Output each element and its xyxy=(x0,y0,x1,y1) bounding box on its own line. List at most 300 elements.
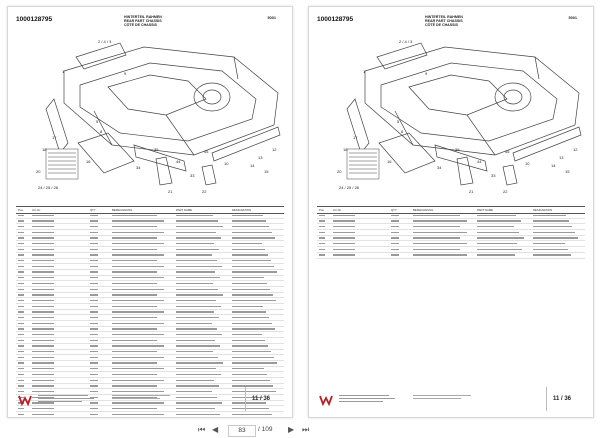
chassis-frame-drawing xyxy=(46,43,280,185)
table-cell xyxy=(176,215,213,216)
table-cell xyxy=(18,254,24,255)
table-cell xyxy=(232,357,274,358)
table-cell xyxy=(232,328,275,329)
callout: 10 xyxy=(525,161,530,166)
table-cell xyxy=(18,368,24,369)
callout: 20 xyxy=(337,169,342,174)
table-cell xyxy=(18,232,24,233)
callout: 9 xyxy=(124,71,127,76)
table-cell xyxy=(533,243,565,244)
table-cell xyxy=(477,220,521,221)
table-cell xyxy=(90,266,98,267)
table-cell xyxy=(112,237,157,238)
table-cell xyxy=(176,306,221,307)
table-cell xyxy=(232,220,266,221)
table-cell xyxy=(176,328,217,329)
exploded-parts-diagram xyxy=(317,33,585,205)
callout: 8 xyxy=(401,129,404,134)
pdf-navigation-toolbar xyxy=(0,424,600,438)
col-pos: Pos. xyxy=(18,208,24,212)
table-cell xyxy=(232,317,269,318)
table-cell xyxy=(232,311,266,312)
table-cell xyxy=(90,311,98,312)
footer-company-text xyxy=(38,395,94,403)
callout: 33 xyxy=(190,173,195,178)
callout: 2 / 4 / 3 xyxy=(399,39,413,44)
table-cell xyxy=(391,254,399,255)
table-cell xyxy=(18,362,24,363)
table-cell xyxy=(90,345,98,346)
callout: 18 xyxy=(343,147,348,152)
callout: 22 xyxy=(503,189,508,194)
table-cell xyxy=(333,226,355,227)
table-cell xyxy=(413,232,467,233)
col-part-name: PART NAME xyxy=(176,208,193,212)
table-cell xyxy=(18,283,24,284)
col-qty: QTY xyxy=(90,208,96,212)
table-cell xyxy=(90,380,98,381)
callout: 44 xyxy=(477,159,482,164)
table-cell xyxy=(232,362,277,363)
col-designation: DESIGNATION xyxy=(232,208,252,212)
table-cell xyxy=(176,340,215,341)
callout: 13 xyxy=(258,155,263,160)
table-cell xyxy=(176,317,219,318)
callout: 12 xyxy=(573,147,578,152)
table-cell xyxy=(232,232,272,233)
table-cell xyxy=(232,294,273,295)
table-cell xyxy=(319,243,325,244)
table-cell xyxy=(112,334,164,335)
table-cell xyxy=(32,334,54,335)
callout: 12 xyxy=(272,147,277,152)
title-line-de: HINTERTEIL RAHMEN xyxy=(124,15,162,19)
table-cell xyxy=(333,254,355,255)
table-cell xyxy=(18,306,24,307)
table-cell xyxy=(176,243,214,244)
footer-contact-text xyxy=(413,395,473,401)
part-number: 10001287​95 xyxy=(317,16,354,23)
table-cell xyxy=(232,289,270,290)
table-cell xyxy=(232,266,274,267)
table-cell xyxy=(333,243,355,244)
callout: 17 xyxy=(52,135,57,140)
table-cell xyxy=(32,357,54,358)
table-cell xyxy=(391,243,399,244)
table-cell xyxy=(112,249,157,250)
callout: 34 xyxy=(437,165,442,170)
table-cell xyxy=(90,328,98,329)
table-cell xyxy=(413,226,460,227)
table-cell xyxy=(18,317,24,318)
callout: 1 xyxy=(62,69,65,74)
table-cell xyxy=(32,254,54,255)
table-cell xyxy=(112,277,164,278)
callout: 22 xyxy=(202,189,207,194)
table-cell xyxy=(232,340,265,341)
table-cell xyxy=(90,254,98,255)
col-bezeichnung: BEZEICHNUNG xyxy=(413,208,434,212)
table-cell xyxy=(176,357,218,358)
table-cell xyxy=(176,260,217,261)
table-cell xyxy=(112,374,157,375)
table-cell xyxy=(18,260,24,261)
first-page-icon[interactable]: ⏮ xyxy=(198,425,206,434)
title-line-fr: CÔTÉ DE CHASSIS xyxy=(124,23,157,28)
table-cell xyxy=(391,237,399,238)
table-cell xyxy=(333,249,355,250)
table-cell xyxy=(232,323,272,324)
table-cell xyxy=(32,271,54,272)
table-cell xyxy=(319,232,325,233)
table-cell xyxy=(176,300,216,301)
table-cell xyxy=(232,374,267,375)
table-cell xyxy=(18,249,24,250)
table-cell xyxy=(90,294,98,295)
callout: 24 / 25 / 26 xyxy=(339,185,360,190)
table-cell xyxy=(533,215,566,216)
table-cell xyxy=(232,215,263,216)
table-cell xyxy=(112,266,164,267)
table-cell xyxy=(90,232,98,233)
table-cell xyxy=(32,260,54,261)
table-cell xyxy=(18,289,24,290)
table-cell xyxy=(90,289,98,290)
table-cell xyxy=(333,237,355,238)
table-cell xyxy=(32,340,54,341)
page-counter: 11 / 36 xyxy=(546,387,577,411)
table-cell xyxy=(32,380,54,381)
table-cell xyxy=(533,232,575,233)
callout: 14 xyxy=(551,163,556,168)
page-total-label: / 109 xyxy=(258,426,273,433)
table-cell xyxy=(333,215,355,216)
table-cell xyxy=(413,237,460,238)
table-cell xyxy=(232,226,269,227)
table-cell xyxy=(319,237,325,238)
part-number: 10001287​95 xyxy=(16,16,53,23)
table-cell xyxy=(112,362,157,363)
next-page-icon[interactable]: ▶ xyxy=(288,425,295,434)
table-cell xyxy=(18,323,24,324)
table-cell xyxy=(176,380,214,381)
page-counter: 11 / 36 xyxy=(245,387,276,411)
table-cell xyxy=(319,215,325,216)
radiator-grille xyxy=(46,149,78,179)
table-cell xyxy=(90,351,98,352)
table-cell xyxy=(176,374,221,375)
table-cell xyxy=(391,220,399,221)
table-cell xyxy=(176,232,216,233)
table-cell xyxy=(176,311,214,312)
table-cell xyxy=(32,351,54,352)
footer-company-text xyxy=(339,395,395,403)
callout: 33 xyxy=(491,173,496,178)
table-cell xyxy=(319,226,325,227)
table-cell xyxy=(112,351,157,352)
table-cell xyxy=(112,294,157,295)
callout: 45 xyxy=(204,149,209,154)
col-bezeichnung: BEZEICHNUNG xyxy=(112,208,133,212)
table-cell xyxy=(391,226,399,227)
table-cell xyxy=(232,300,276,301)
page-header xyxy=(309,7,593,31)
table-cell xyxy=(32,237,54,238)
table-cell xyxy=(176,226,223,227)
table-cell xyxy=(232,277,264,278)
table-cell xyxy=(18,380,24,381)
table-cell xyxy=(112,260,157,261)
table-cell xyxy=(176,351,213,352)
wacker-neuson-logo-icon xyxy=(319,393,333,407)
table-cell xyxy=(232,306,263,307)
table-cell xyxy=(32,266,54,267)
table-cell xyxy=(90,340,98,341)
table-cell xyxy=(32,294,54,295)
table-cell xyxy=(232,283,267,284)
wacker-neuson-logo-icon xyxy=(18,393,32,407)
callout: 45 xyxy=(505,149,510,154)
table-cell xyxy=(90,300,98,301)
table-cell xyxy=(112,345,164,346)
table-cell xyxy=(176,277,220,278)
callout: 15 xyxy=(565,169,570,174)
table-cell xyxy=(533,226,572,227)
col-part-name: PART NAME xyxy=(477,208,494,212)
table-cell xyxy=(477,215,516,216)
table-cell xyxy=(90,317,98,318)
title-line-fr: CÔTÉ DE CHASSIS xyxy=(425,23,458,28)
page-title xyxy=(425,15,463,28)
table-cell xyxy=(232,254,268,255)
table-cell xyxy=(391,215,399,216)
table-cell xyxy=(232,260,271,261)
table-cell xyxy=(176,294,223,295)
table-cell xyxy=(176,345,220,346)
table-cell xyxy=(112,283,157,284)
page-header xyxy=(8,7,292,31)
table-cell xyxy=(32,289,54,290)
table-cell xyxy=(112,317,157,318)
callout: 8 xyxy=(100,129,103,134)
table-cell xyxy=(18,374,24,375)
table-cell xyxy=(32,345,54,346)
table-cell xyxy=(18,345,24,346)
table-cell xyxy=(90,243,98,244)
table-cell xyxy=(90,260,98,261)
title-line-en: REAR PART CHASSIS xyxy=(425,19,463,24)
table-cell xyxy=(413,254,467,255)
table-cell xyxy=(112,300,164,301)
table-cell xyxy=(333,232,355,233)
table-cell xyxy=(477,226,514,227)
table-cell xyxy=(533,237,578,238)
callout: 20 xyxy=(36,169,41,174)
col-designation: DESIGNATION xyxy=(533,208,553,212)
table-cell xyxy=(232,243,262,244)
table-cell xyxy=(18,334,24,335)
table-cell xyxy=(477,232,519,233)
table-cell xyxy=(112,323,164,324)
table-cell xyxy=(18,340,24,341)
table-cell xyxy=(112,271,157,272)
table-cell xyxy=(533,249,568,250)
table-cell xyxy=(232,249,265,250)
table-cell xyxy=(32,300,54,301)
callout: 35 xyxy=(154,147,159,152)
page-title xyxy=(124,15,162,28)
callout: 13 xyxy=(559,155,564,160)
table-cell xyxy=(32,368,54,369)
table-cell xyxy=(413,243,467,244)
table-cell xyxy=(90,237,98,238)
page-number-input[interactable]: 83 xyxy=(228,425,256,437)
chassis-frame-drawing xyxy=(347,43,581,185)
page-footer xyxy=(309,383,593,417)
table-cell xyxy=(112,232,164,233)
table-cell xyxy=(232,368,264,369)
table-cell xyxy=(232,380,270,381)
table-cell xyxy=(319,249,325,250)
title-line-de: HINTERTEIL RAHMEN xyxy=(425,15,463,19)
table-cell xyxy=(90,271,98,272)
callout: 21 xyxy=(168,189,173,194)
table-cell xyxy=(90,374,98,375)
title-line-en: REAR PART CHASSIS xyxy=(124,19,162,24)
table-cell xyxy=(232,334,262,335)
table-cell xyxy=(90,215,98,216)
table-cell xyxy=(176,368,216,369)
table-cell xyxy=(112,380,164,381)
table-cell xyxy=(32,306,54,307)
footer-contact-text xyxy=(112,395,172,401)
table-cell xyxy=(90,306,98,307)
callout: 16 xyxy=(387,159,392,164)
callout: 9 xyxy=(425,71,428,76)
document-page-left xyxy=(7,6,293,418)
table-cell xyxy=(32,374,54,375)
table-cell xyxy=(18,311,24,312)
table-cell xyxy=(176,362,223,363)
callout: 18 xyxy=(42,147,47,152)
table-cell xyxy=(90,277,98,278)
table-cell xyxy=(176,283,213,284)
col-article: Art.-Nr. xyxy=(333,208,342,212)
table-cell xyxy=(32,323,54,324)
table-cell xyxy=(90,249,98,250)
table-cell xyxy=(90,368,98,369)
table-cell xyxy=(90,362,98,363)
callout: 1 xyxy=(363,69,366,74)
table-cell xyxy=(32,283,54,284)
table-cell xyxy=(32,311,54,312)
table-cell xyxy=(176,334,222,335)
page-code: 5001 xyxy=(267,16,276,20)
prev-page-icon[interactable]: ◀ xyxy=(212,425,219,434)
callout: 21 xyxy=(469,189,474,194)
table-cell xyxy=(18,328,24,329)
table-cell xyxy=(477,249,522,250)
table-cell xyxy=(90,334,98,335)
col-qty: QTY xyxy=(391,208,397,212)
table-cell xyxy=(18,266,24,267)
exploded-parts-diagram xyxy=(16,33,284,205)
table-cell xyxy=(18,226,24,227)
table-cell xyxy=(112,340,157,341)
table-cell xyxy=(32,277,54,278)
table-cell xyxy=(18,351,24,352)
table-cell xyxy=(391,232,399,233)
table-cell xyxy=(18,243,24,244)
callout: 5 xyxy=(397,119,400,124)
table-cell xyxy=(391,249,399,250)
table-cell xyxy=(112,243,164,244)
table-cell xyxy=(112,226,157,227)
col-article: Art.-Nr. xyxy=(32,208,41,212)
table-cell xyxy=(112,215,157,216)
table-cell xyxy=(90,357,98,358)
table-cell xyxy=(413,215,460,216)
callout: 5 xyxy=(96,119,99,124)
callout: 17 xyxy=(353,135,358,140)
last-page-icon[interactable]: ⏭ xyxy=(302,425,310,434)
document-page-right xyxy=(308,6,594,418)
table-cell xyxy=(232,351,271,352)
table-cell xyxy=(18,357,24,358)
table-cell xyxy=(32,317,54,318)
callout: 10 xyxy=(224,161,229,166)
table-cell xyxy=(18,220,24,221)
callout: 2 / 4 / 3 xyxy=(98,39,112,44)
callout: 24 / 25 / 26 xyxy=(38,185,59,190)
table-cell xyxy=(176,220,218,221)
radiator-grille xyxy=(347,149,379,179)
table-cell xyxy=(232,271,277,272)
table-cell xyxy=(32,232,54,233)
table-cell xyxy=(232,237,275,238)
table-cell xyxy=(32,220,54,221)
callout: 15 xyxy=(264,169,269,174)
table-cell xyxy=(232,345,268,346)
table-cell xyxy=(112,328,157,329)
table-cell xyxy=(176,254,212,255)
table-cell xyxy=(18,300,24,301)
callout: 44 xyxy=(176,159,181,164)
table-cell xyxy=(333,220,355,221)
table-cell xyxy=(176,249,219,250)
table-cell xyxy=(90,226,98,227)
table-cell xyxy=(477,243,517,244)
table-row xyxy=(317,253,585,259)
callout: 34 xyxy=(136,165,141,170)
table-cell xyxy=(112,368,164,369)
table-cell xyxy=(176,237,221,238)
callout: 35 xyxy=(455,147,460,152)
table-cell xyxy=(32,362,54,363)
table-cell xyxy=(176,271,215,272)
table-cell xyxy=(533,254,571,255)
table-cell xyxy=(90,283,98,284)
table-cell xyxy=(112,357,164,358)
table-cell xyxy=(90,220,98,221)
table-cell xyxy=(112,220,164,221)
table-cell xyxy=(112,254,164,255)
table-cell xyxy=(32,328,54,329)
table-cell xyxy=(18,271,24,272)
table-cell xyxy=(477,237,524,238)
table-cell xyxy=(112,289,164,290)
table-cell xyxy=(413,220,467,221)
